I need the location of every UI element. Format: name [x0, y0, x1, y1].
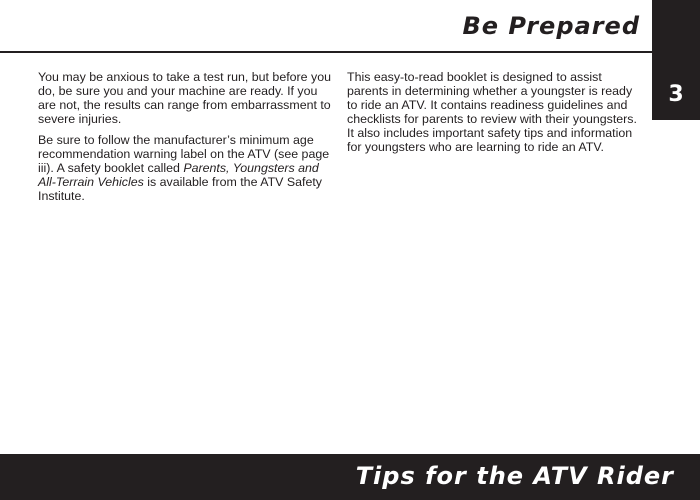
- chapter-tab: [652, 0, 700, 120]
- footer-bar: [0, 454, 700, 500]
- header-divider: [0, 51, 652, 53]
- booklet-title: Parents, Youngsters and All-Terrain Vehicles: [38, 161, 319, 189]
- left-text-column: [38, 70, 334, 210]
- age-recommendation-paragraph: [38, 133, 334, 203]
- right-text-column: [347, 70, 637, 161]
- page-title: Be Prepared: [462, 12, 640, 40]
- chapter-number: 3: [668, 82, 684, 107]
- age-paragraph-text-start: Be sure to follow the manufacturer’s minimum age recommendation warning label on the ATV (see page iii). A safety booklet called: [38, 133, 330, 175]
- book-title: Tips for the ATV Rider: [355, 462, 674, 490]
- booklet-description-paragraph: This easy-to-read booklet is designed to assist parents in determining whether a youngster is ready to ride an ATV. It contains readiness guidelines and checklists for parents to review with their youngsters. It also includes important safety tips and information for youngsters who are learning to ride an ATV.: [347, 70, 637, 154]
- intro-paragraph: You may be anxious to take a test run, but before you do, be sure you and your machine are ready. If you are not, the results can range from embarrassment to severe injuries.: [38, 70, 331, 126]
- age-paragraph-text-end: is available from the ATV Safety Institute.: [38, 175, 322, 203]
